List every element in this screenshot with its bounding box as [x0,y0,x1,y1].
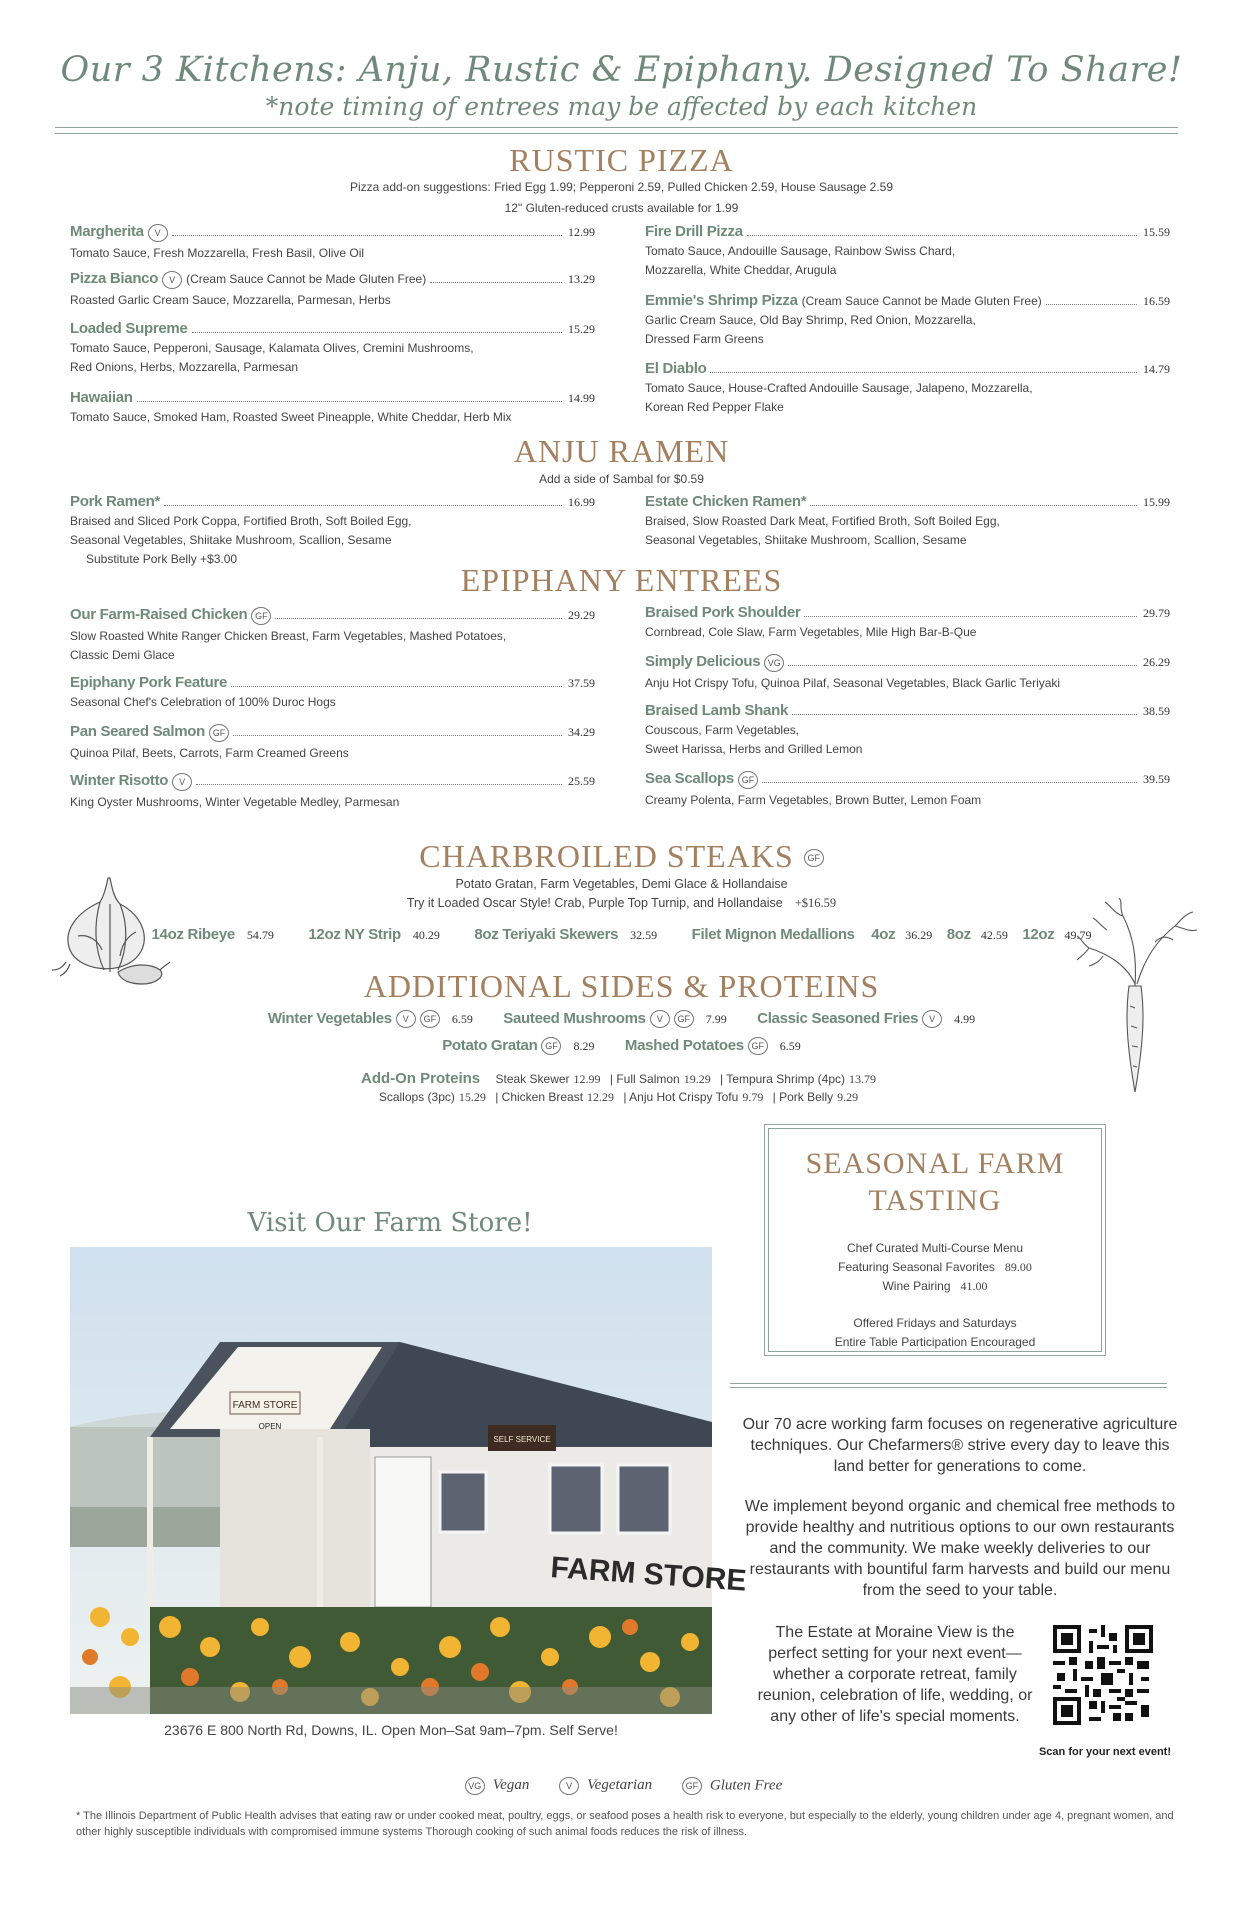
gluten-free-badge: GF [682,1777,702,1795]
addon-name: Pork Belly [779,1090,834,1104]
gluten-free-badge: GF [209,724,229,742]
vegetarian-badge: V [172,773,192,791]
item-name: Loaded Supreme [70,320,188,337]
sambal-note: Add a side of Sambal for $0.59 [539,472,704,486]
tasting-line: Chef Curated Multi-Course Menu [846,1241,1024,1255]
leader-dots [1046,304,1137,305]
addon-name: Tempura Shrimp (4pc) [726,1072,845,1086]
item-desc: Cornbread, Cole Slaw, Farm Vegetables, Mile High Bar-B-Que [645,625,977,639]
addon-price: 9.29 [837,1090,859,1104]
menu-item [70,772,595,812]
steak-price: 36.29 [905,928,933,942]
item-name: Sea Scallops [645,770,734,787]
leader-dots [430,282,562,283]
farm-store-title: Visit Our Farm Store! [247,1208,533,1238]
addon-row-1: Add-On Proteins Steak Skewer 12.99 | Full Salmon 19.29 | Tempura Shrimp (4pc) 13.79 [360,1070,876,1087]
gluten-free-badge: GF [541,1037,561,1055]
leader-dots [196,784,562,785]
steak-name: 14oz Ribeye [151,926,235,943]
side-name: Potato Gratan [442,1037,538,1055]
menu-item [70,270,595,310]
tasting-line: Entire Table Participation Encouraged [834,1335,1036,1349]
tasting-title [769,1145,1101,1219]
item-name: Our Farm-Raised Chicken [70,606,248,623]
item-desc: Substitute Pork Belly +$3.00 [86,552,238,566]
tasting-box-inner [768,1128,1102,1352]
item-desc: Red Onions, Herbs, Mozzarella, Parmesan [70,360,299,374]
event-para: The Estate at Moraine View is the perfect setting for your next event—whether a corporate retreat, family reunion, celebration of life, wedding, or any other of life's special moments. [757,1624,1033,1725]
wall-lettering: FARM STORE [549,1551,748,1598]
steak-size: 8oz [946,926,971,943]
item-name: Fire Drill Pizza [645,223,743,240]
vegetarian-badge: V [396,1010,416,1028]
addon-price: 15.29 [458,1090,486,1104]
item-price: 34.29 [568,725,595,739]
item-name: Simply Delicious [645,653,761,670]
steak-size: 12oz [1022,926,1055,943]
item-desc: Braised and Sliced Pork Coppa, Fortified Broth, Soft Boiled Egg, [70,514,412,528]
menu-item [70,723,595,763]
side-name: Mashed Potatoes [624,1037,744,1055]
oscar-price: +$16.59 [794,896,837,910]
item-name: Braised Pork Shoulder [645,604,801,621]
item-price: 29.29 [568,608,595,622]
farm-store-address: 23676 E 800 North Rd, Downs, IL. Open Mon–Sat 9am–7pm. Self Serve! [164,1722,618,1738]
item-desc: Slow Roasted White Ranger Chicken Breast, Farm Vegetables, Mashed Potatoes, [70,629,507,643]
menu-item [645,702,1170,759]
item-name: Pork Ramen* [70,493,161,510]
addon-price: 9.79 [742,1090,764,1104]
sides-row-1 [0,1010,1243,1028]
leader-dots [172,235,562,236]
addon-name: Anju Hot Crispy Tofu [629,1090,739,1104]
item-name: Estate Chicken Ramen* [645,493,807,510]
item-price: 25.59 [568,774,595,788]
vegan-badge: VG [764,654,784,672]
item-desc: Tomato Sauce, Pepperoni, Sausage, Kalamata Olives, Cremini Mushrooms, [70,341,474,355]
item-name: Braised Lamb Shank [645,702,788,719]
side-name: Sauteed Mushrooms [503,1010,646,1028]
tasting-title-line1: SEASONAL FARM [805,1147,1065,1180]
addon-price: 19.29 [683,1072,711,1086]
tasting-details [769,1239,1101,1352]
menu-item [645,770,1170,810]
gluten-free-badge: GF [738,771,758,789]
menu-item [70,674,595,712]
menu-item [70,493,595,569]
dietary-legend [0,1777,1243,1795]
item-desc: Tomato Sauce, Andouille Sausage, Rainbow Swiss Chard, [645,244,956,258]
oscar-note [0,896,1243,911]
item-desc: Creamy Polenta, Farm Vegetables, Brown Butter, Lemon Foam [645,793,982,807]
menu-item [645,604,1170,642]
addon-price: 12.29 [587,1090,615,1104]
steaks-heading [0,838,1243,875]
item-desc: Tomato Sauce, Fresh Mozzarella, Fresh Basil, Olive Oil [70,246,365,260]
menu-item [70,320,595,377]
addon-name: Full Salmon [616,1072,680,1086]
item-price: 38.59 [1143,704,1170,718]
vegetarian-badge: V [650,1010,670,1028]
addon-price: 12.99 [573,1072,601,1086]
steaks-note: Potato Gratan, Farm Vegetables, Demi Glace & Hollandaise [455,877,788,891]
leader-dots [137,401,562,402]
item-name: Hawaiian [70,389,133,406]
steak-price: 54.79 [246,928,274,942]
item-desc: Mozzarella, White Cheddar, Arugula [645,263,837,277]
item-price: 12.99 [568,225,595,239]
vegan-badge: VG [465,1777,485,1795]
sides-row-2 [0,1037,1243,1055]
sign-open: OPEN [258,1422,282,1431]
menu-item [70,223,595,263]
item-name: Pan Seared Salmon [70,723,205,740]
addon-name: Steak Skewer [495,1072,570,1086]
menu-item [645,292,1170,349]
side-price: 4.99 [954,1012,976,1027]
steak-name: 8oz Teriyaki Skewers [474,926,619,943]
item-price: 15.99 [1143,495,1170,509]
item-name: El Diablo [645,360,707,377]
steaks-title: CHARBROILED STEAKS [419,838,794,874]
vegetarian-badge: V [148,224,168,242]
header-subtitle: *note timing of entrees may be affected by each kitchen [265,92,978,121]
item-desc: Tomato Sauce, Smoked Ham, Roasted Sweet Pineapple, White Cheddar, Herb Mix [70,410,512,424]
menu-item [645,493,1170,550]
side-name: Classic Seasoned Fries [757,1010,919,1028]
item-desc: Couscous, Farm Vegetables, [645,723,800,737]
tasting-price: 41.00 [960,1279,988,1293]
epiphany-title: EPIPHANY ENTREES [460,562,783,598]
item-desc: Korean Red Pepper Flake [645,400,784,414]
tasting-box [764,1124,1106,1356]
legend-gluten-free: Gluten Free [709,1777,783,1794]
leader-dots [792,714,1137,715]
menu-item [645,653,1170,693]
vegetarian-badge: V [162,271,182,289]
item-price: 15.29 [568,322,595,336]
steak-price: 40.29 [412,928,440,942]
item-price: 37.59 [568,676,595,690]
item-desc: Roasted Garlic Cream Sauce, Mozzarella, Parmesan, Herbs [70,293,391,307]
item-desc: Dressed Farm Greens [645,332,764,346]
item-name: Emmie's Shrimp Pizza [645,292,798,309]
side-price: 7.99 [705,1012,727,1027]
leader-dots [788,665,1137,666]
item-price: 29.79 [1143,606,1170,620]
item-note: (Cream Sauce Cannot be Made Gluten Free) [801,294,1042,308]
farm-store-scene [70,1247,748,1714]
menu-item [645,360,1170,417]
sign-self-serve: SELF SERVICE [493,1435,551,1444]
steak-price: 49.79 [1064,928,1092,942]
tasting-line: Offered Fridays and Saturdays [853,1316,1017,1330]
item-desc: Seasonal Vegetables, Shiitake Mushroom, Scallion, Sesame [645,533,967,547]
side-price: 6.59 [451,1012,473,1027]
item-name: Epiphany Pork Feature [70,674,228,691]
legend-vegan: Vegan [492,1777,530,1794]
addon-label: Add-On Proteins [360,1070,481,1087]
item-desc: Seasonal Vegetables, Shiitake Mushroom, Scallion, Sesame [70,533,392,547]
steaks-row [0,926,1243,944]
leader-dots [192,332,563,333]
steak-size: 4oz [871,926,896,943]
leader-dots [804,616,1137,617]
menu-item [70,606,595,665]
vegetarian-badge: V [559,1777,579,1795]
menu-item [645,223,1170,280]
tasting-price: 89.00 [1004,1260,1032,1274]
item-desc: Seasonal Chef's Celebration of 100% Duroc Hogs [70,695,336,709]
item-price: 15.59 [1143,225,1170,239]
farm-store-photo [70,1247,748,1714]
gluten-free-badge: GF [251,607,271,625]
tasting-line: Wine Pairing [882,1279,951,1293]
leader-dots [747,235,1137,236]
qr-caption: Scan for your next event! [1038,1746,1172,1758]
addon-name: Scallops (3pc) [378,1090,455,1104]
about-para-1: Our 70 acre working farm focuses on regenerative agriculture techniques. Our Chefarmers® strive every day to leave this land better for generations to come. [742,1416,1178,1475]
addon-row-2: Scallops (3pc) 15.29 | Chicken Breast 12.29 | Anju Hot Crispy Tofu 9.79 | Pork Belly 9.29 [378,1090,859,1104]
item-price: 13.29 [568,272,595,286]
about-divider [730,1383,1167,1388]
health-footnote: * The Illinois Department of Public Health advises that eating raw or under cooked meat, poultry, eggs, or seafood poses a health risk to everyone, but especially to the elderly, young children under age 4, pregnant women, and other highly susceptible individuals with compromised immune systems Thorough cooking of such animal foods reduces the risk of illness. [76,1810,1174,1838]
addon-name: Chicken Breast [501,1090,584,1104]
steak-price: 32.59 [630,928,658,942]
item-desc: Braised, Slow Roasted Dark Meat, Fortified Broth, Soft Boiled Egg, [645,514,1000,528]
menu-item [70,389,595,427]
about-para-2: We implement beyond organic and chemical free methods to provide healthy and nutritious options to our own restaurants and the community. We make weekly deliveries to our restaurants with bountiful farm harvests and build our menu from the seed to your table. [744,1498,1176,1599]
gluten-free-badge: GF [748,1037,768,1055]
sign-farm-store: FARM STORE [232,1400,298,1411]
sides-title: ADDITIONAL SIDES & PROTEINS [363,968,880,1004]
item-desc: Quinoa Pilaf, Beets, Carrots, Farm Creamed Greens [70,746,349,760]
spacer [769,1296,1101,1314]
leader-dots [231,686,562,687]
steak-price: 42.59 [980,928,1008,942]
steak-name: Filet Mignon Medallions [691,926,855,943]
tasting-line-price [769,1258,1101,1277]
gluten-crust-note: 12" Gluten-reduced crusts available for 1.99 [504,201,739,215]
item-note: (Cream Sauce Cannot be Made Gluten Free) [186,272,427,286]
item-price: 16.99 [568,495,595,509]
item-desc: King Oyster Mushrooms, Winter Vegetable Medley, Parmesan [70,795,400,809]
item-price: 16.59 [1143,294,1170,308]
item-price: 14.99 [568,391,595,405]
item-price: 39.59 [1143,772,1170,786]
item-price: 26.29 [1143,655,1170,669]
item-desc: Classic Demi Glace [70,648,175,662]
vegetarian-badge: V [922,1010,942,1028]
header-title: Our 3 Kitchens: Anju, Rustic & Epiphany. Designed To Share! [60,50,1183,90]
addon-price: 13.79 [849,1072,876,1086]
pizza-addon-note: Pizza add-on suggestions: Fried Egg 1.99; Pepperoni 2.59, Pulled Chicken 2.59, House Sausage 2.59 [349,180,894,194]
leader-dots [710,372,1137,373]
steak-name: 12oz NY Strip [308,926,401,943]
rustic-pizza-title: RUSTIC PIZZA [509,142,734,178]
tasting-line-price [769,1277,1101,1296]
gluten-free-badge: GF [804,849,824,867]
item-name: Margherita [70,223,144,240]
leader-dots [810,505,1137,506]
side-price: 6.59 [779,1039,801,1054]
header-divider [55,127,1178,134]
item-desc: Sweet Harissa, Herbs and Grilled Lemon [645,742,863,756]
gluten-free-badge: GF [420,1010,440,1028]
anju-ramen-title: ANJU RAMEN [513,433,730,469]
oscar-note-text: Try it Loaded Oscar Style! Crab, Purple Top Turnip, and Hollandaise [406,896,783,910]
item-desc: Garlic Cream Sauce, Old Bay Shrimp, Red Onion, Mozzarella, [645,313,976,327]
item-desc: Anju Hot Crispy Tofu, Quinoa Pilaf, Seasonal Vegetables, Black Garlic Teriyaki [645,676,1061,690]
qr-code[interactable] [1053,1625,1153,1725]
item-name: Winter Risotto [70,772,169,789]
item-desc: Tomato Sauce, House-Crafted Andouille Sausage, Jalapeno, Mozzarella, [645,381,1033,395]
leader-dots [233,735,562,736]
side-name: Winter Vegetables [267,1010,392,1028]
tasting-line: Featuring Seasonal Favorites [838,1260,995,1274]
gluten-free-badge: GF [674,1010,694,1028]
legend-vegetarian: Vegetarian [587,1777,653,1794]
side-price: 8.29 [573,1039,595,1054]
tasting-title-line2: TASTING [868,1184,1002,1217]
item-name: Pizza Bianco [70,270,159,287]
item-price: 14.79 [1143,362,1170,376]
leader-dots [275,618,562,619]
leader-dots [762,782,1137,783]
leader-dots [164,505,562,506]
